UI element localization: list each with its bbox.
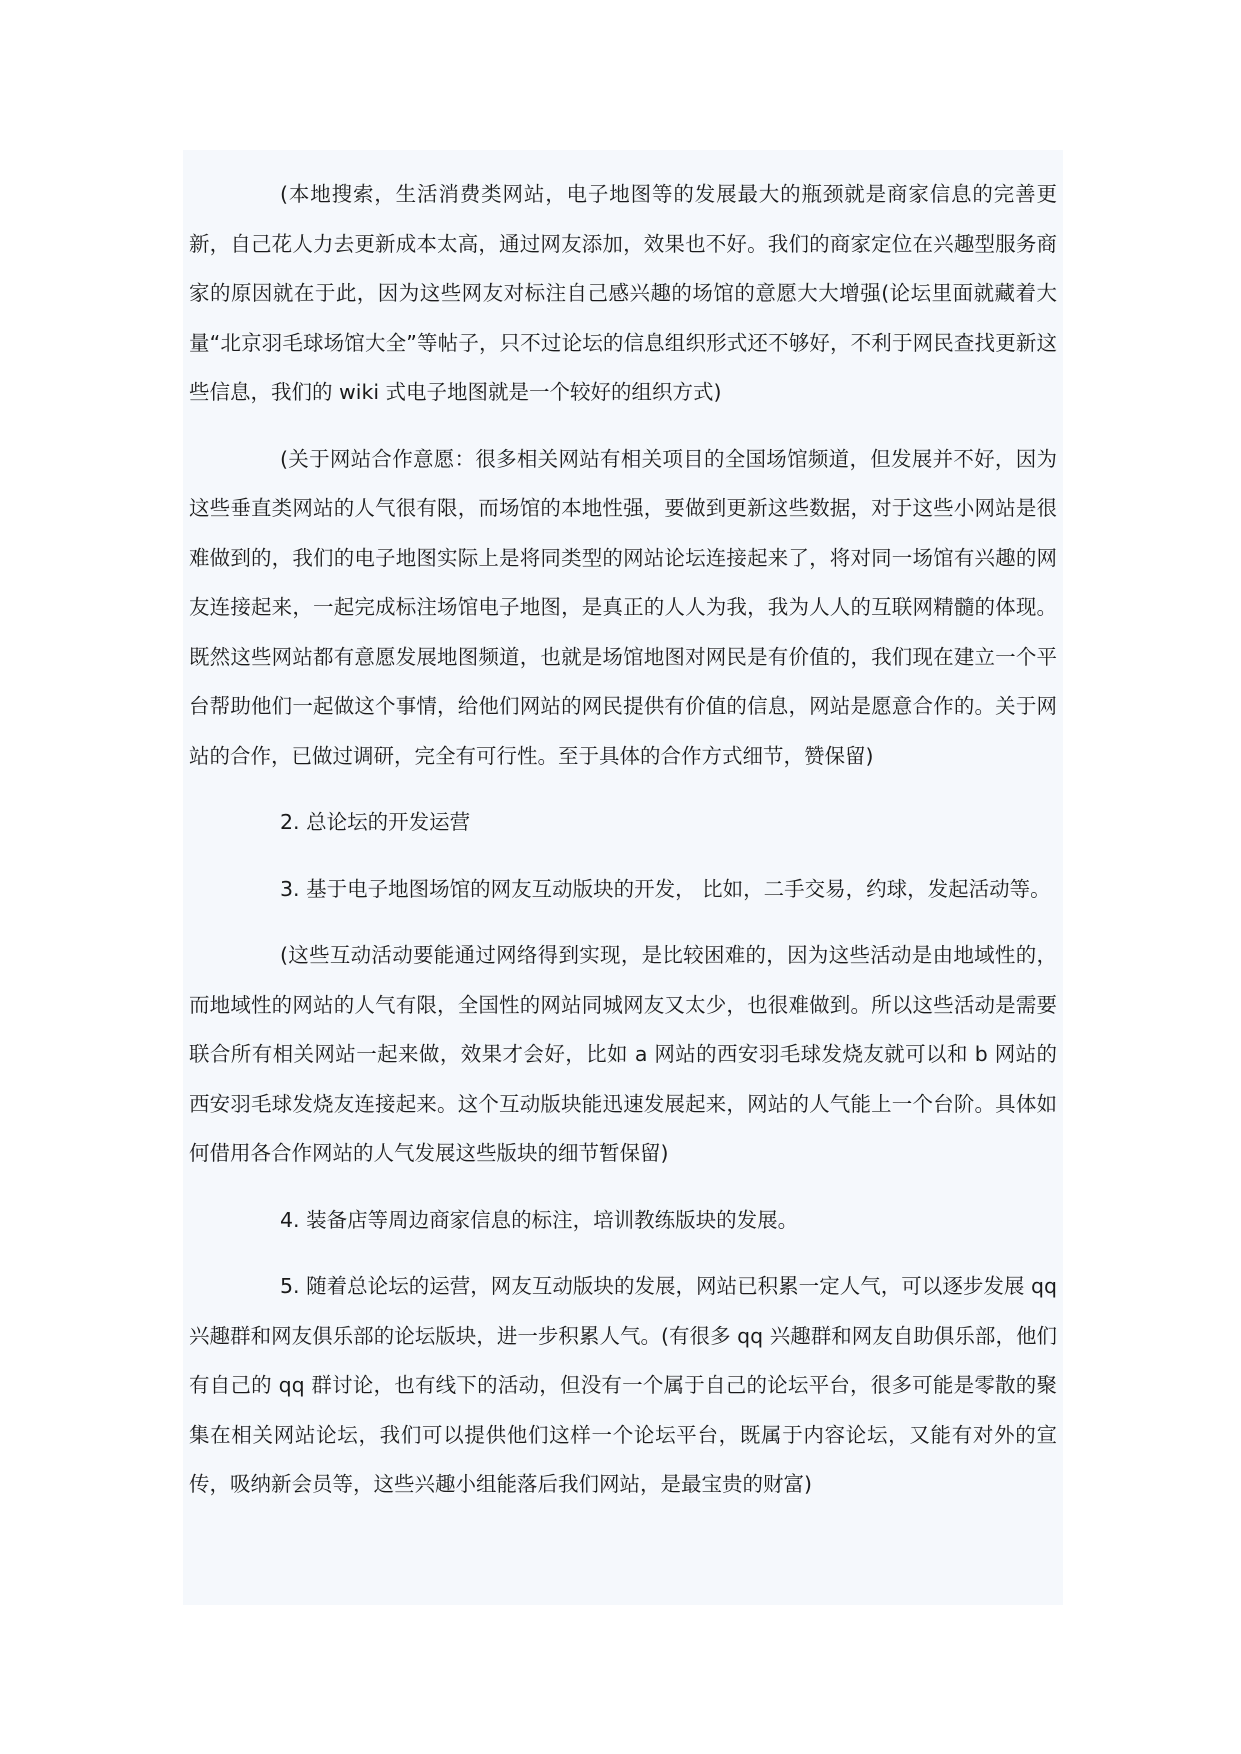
paragraph-website-cooperation: (关于网站合作意愿：很多相关网站有相关项目的全国场馆频道，但发展并不好，因为这些垂直类网站的人气很有限，而场馆的本地性强，要做到更新这些数据，对于这些小网站是很难做到的，我们的电子地图实际上是将同类型的网站论坛连接起来了，将对同一场馆有兴趣的网友连接起来，一起完成标注场馆电子地图，是真正的人人为我，我为人人的互联网精髓的体现。既然这些网站都有意愿发展地图频道，也就是场馆地图对网民是有价值的，我们现在建立一个平台帮助他们一起做这个事情，给他们网站的网民提供有价值的信息，网站是愿意合作的。关于网站的合作，已做过调研，完全有可行性。至于具体的合作方式细节，赞保留) [189,446,1057,768]
paragraph-item-5: 5. 随着总论坛的运营，网友互动版块的发展，网站已积累一定人气，可以逐步发展 qq 兴趣群和网友俱乐部的论坛版块，进一步积累人气。(有很多 qq 兴趣群和网友自助俱乐部，他们有自己的 qq 群讨论，也有线下的活动，但没有一个属于自己的论坛平台，很多可能是零散的聚集在相关网站论坛，我们可以提供他们这样一个论坛平台，既属于内容论坛，又能有对外的宣传，吸纳新会员等，这些兴趣小组能落后我们网站，是最宝贵的财富) [189,1274,1057,1496]
paragraph-item-4: 4. 装备店等周边商家信息的标注，培训教练版块的发展。 [280,1207,799,1232]
paragraph-interaction-activities: (这些互动活动要能通过网络得到实现，是比较困难的，因为这些活动是由地域性的，而地域性的网站的人气有限，全国性的网站同城网友又太少，也很难做到。所以这些活动是需要联合所有相关网站一起来做，效果才会好，比如 a 网站的西安羽毛球发烧友就可以和 b 网站的西安羽毛球发烧友连接起来。这个互动版块能迅速发展起来，网站的人气能上一个台阶。具体如何借用各合作网站的人气发展这些版块的细节暂保留) [189,943,1057,1165]
paragraph-item-3: 3. 基于电子地图场馆的网友互动版块的开发， 比如，二手交易，约球，发起活动等。 [280,876,1051,901]
document-text-block [183,150,1063,1605]
paragraph-local-search: (本地搜索，生活消费类网站，电子地图等的发展最大的瓶颈就是商家信息的完善更新，自己花人力去更新成本太高，通过网友添加，效果也不好。我们的商家定位在兴趣型服务商家的原因就在于此，因为这些网友对标注自己感兴趣的场馆的意愿大大增强(论坛里面就藏着大量“北京羽毛球场馆大全”等帖子，只不过论坛的信息组织形式还不够好，不利于网民查找更新这些信息，我们的 wiki 式电子地图就是一个较好的组织方式) [189,182,1057,404]
paragraph-item-2: 2. 总论坛的开发运营 [280,810,471,834]
